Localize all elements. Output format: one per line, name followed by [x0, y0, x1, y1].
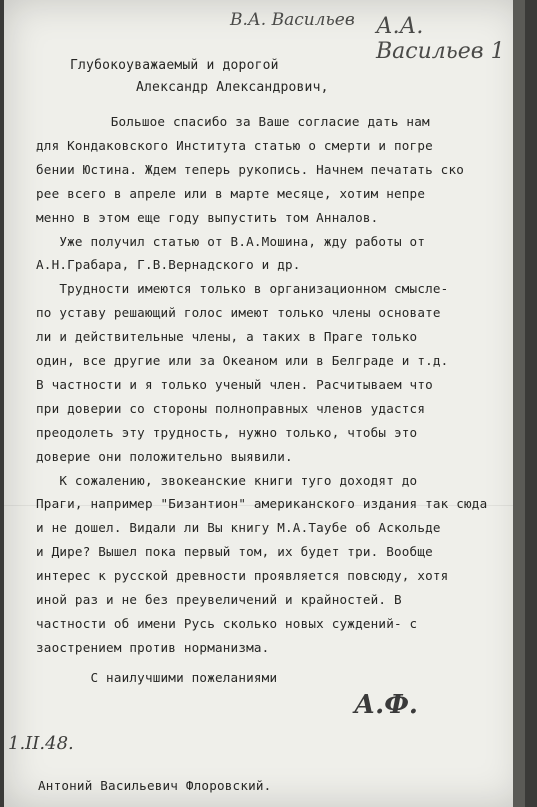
- letter-line: интерес к русской древности проявляется повсюду, хотя: [36, 568, 449, 584]
- letter-line: К сожалению, звокеанские книги туго доходят до: [36, 472, 418, 488]
- letter-page: [4, 0, 525, 807]
- handwritten-date: 1.II.48.: [8, 733, 74, 754]
- letter-line: бении Юстина. Ждем теперь рукопись. Начнем печатать ско: [36, 161, 465, 177]
- letter-line: С наилучшими пожеланиями: [36, 669, 278, 685]
- letter-line: Трудности имеются только в организационном смысле-: [36, 281, 449, 297]
- letter-line: для Кондаковского Института статью о смерти и погре: [36, 137, 433, 153]
- letter-line: ли и действительные члены, а таких в Праге только: [36, 329, 418, 345]
- letter-line: доверие они положительно выявили.: [36, 448, 293, 464]
- letter-line: А.Н.Грабара, Г.В.Вернадского и др.: [36, 257, 301, 273]
- letter-line: рее всего в апреле или в марте месяце, хотим непре: [36, 185, 426, 201]
- sender-name: Антоний Васильевич Флоровский.: [38, 778, 272, 793]
- letter-line: Праги, например "Бизантион" американского издания так сюда: [36, 496, 488, 512]
- letter-line: при доверии со стороны полноправных членов удастся: [36, 400, 426, 416]
- letter-line: по уставу решающий голос имеют только члены основате: [36, 305, 441, 321]
- greeting-line-1: Глубокоуважаемый и дорогой: [70, 58, 279, 73]
- greeting-line-2: Александр Александрович,: [136, 80, 329, 95]
- letter-line: частности об имени Русь сколько новых суждений- с: [36, 615, 418, 631]
- letter-line: Уже получил статью от В.А.Мошина, жду работы от: [36, 233, 426, 249]
- letter-line: и Дире? Вышел пока первый том, их будет три. Вообще: [36, 544, 433, 560]
- letter-line: преодолеть эту трудность, нужно только, чтобы это: [36, 424, 418, 440]
- signature: А.Ф.: [354, 690, 418, 720]
- page-edge: [513, 0, 525, 807]
- letter-line: один, все другие или за Океаном или в Белграде и т.д.: [36, 353, 449, 368]
- letter-line: заострением против норманизма.: [36, 639, 270, 655]
- letter-line: В частности и я только ученый член. Расчитываем что: [36, 376, 433, 392]
- letter-line: и не дошел. Видали ли Вы книгу М.А.Таубе об Аскольде: [36, 520, 441, 536]
- annotation-top-right: А.А. Васильев 1: [376, 14, 505, 64]
- annotation-top-center: В.А. Васильев: [230, 10, 355, 30]
- letter-line: Большое спасибо за Ваше согласие дать нам: [64, 114, 430, 129]
- letter-line: менно в этом еще году выпустить том Анналов.: [36, 209, 379, 225]
- letter-line: иной раз и не без преувеличений и крайностей. В: [36, 592, 402, 607]
